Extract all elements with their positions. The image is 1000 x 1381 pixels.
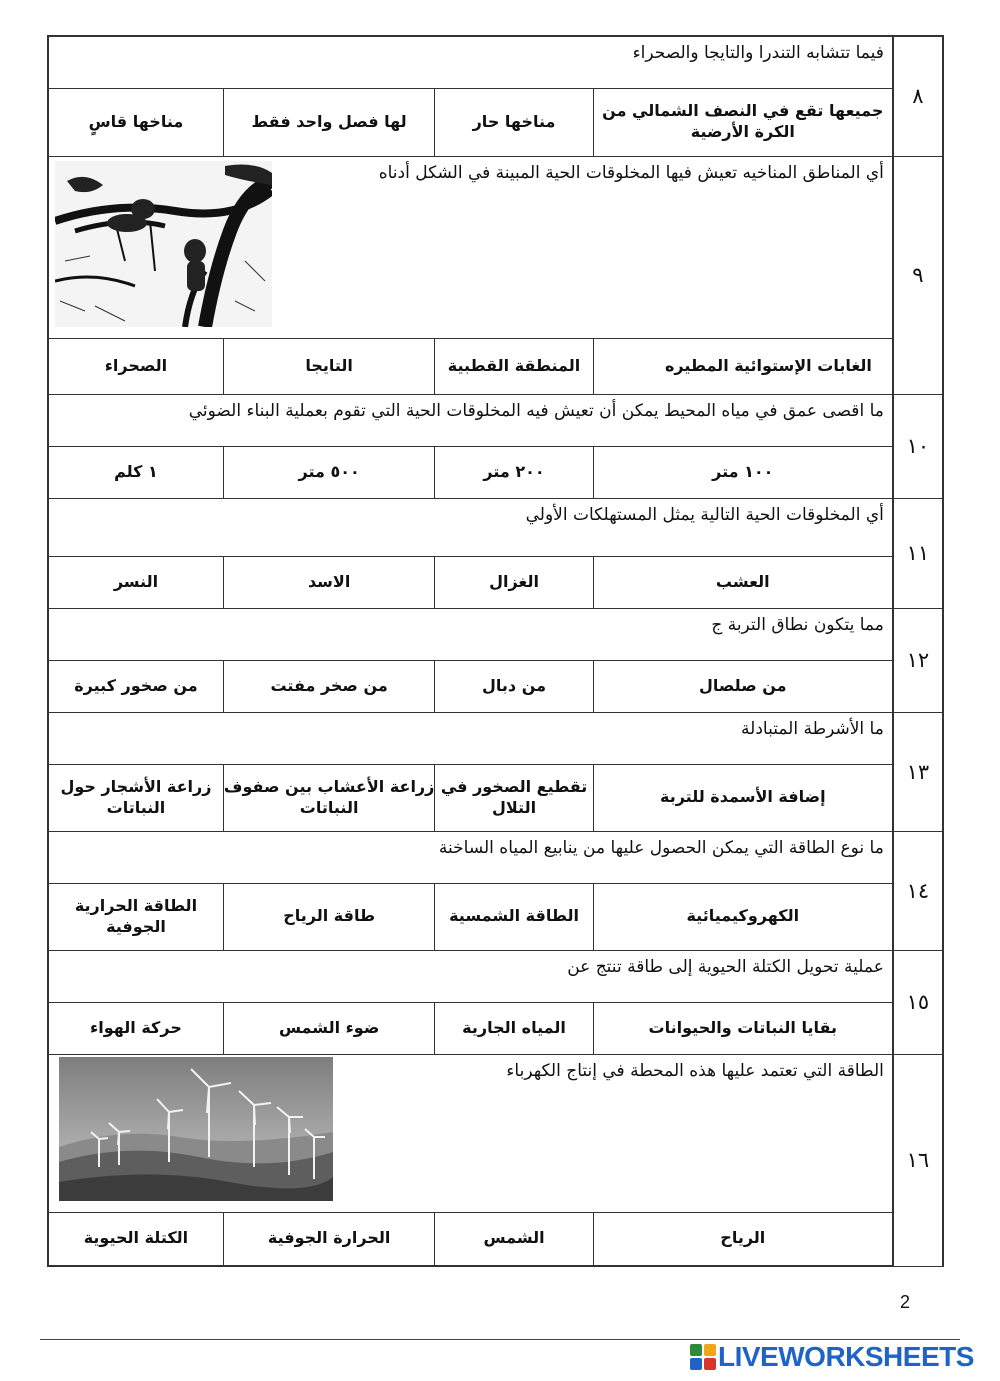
- option-d[interactable]: مناخها قاسٍ: [48, 88, 223, 156]
- question-text: الطاقة التي تعتمد عليها هذه المحطة في إنتاج الكهرباء: [506, 1060, 884, 1081]
- options-row: [48, 883, 943, 950]
- monkeys-in-tree-image: [55, 161, 272, 332]
- question-number: ١٥: [893, 950, 943, 1054]
- brand-logo: [690, 1341, 974, 1372]
- option-b[interactable]: ٢٠٠ متر: [435, 446, 593, 498]
- option-c[interactable]: لها فصل واحد فقط: [223, 88, 434, 156]
- option-a[interactable]: بقايا النباتات والحيوانات: [593, 1002, 893, 1054]
- question-text: أي المخلوقات الحية التالية يمثل المستهلكات الأولي: [48, 498, 893, 556]
- question-text: فيما تتشابه التندرا والتايجا والصحراء: [48, 36, 893, 88]
- options-row: [48, 764, 943, 831]
- question-number: ١٦: [893, 1054, 943, 1266]
- option-c[interactable]: طاقة الرياح: [223, 883, 434, 950]
- options-row: [48, 660, 943, 712]
- question-text: ما نوع الطاقة التي يمكن الحصول عليها من ينابيع المياه الساخنة: [48, 831, 893, 883]
- question-number: ٩: [893, 156, 943, 394]
- option-b[interactable]: المياه الجارية: [435, 1002, 593, 1054]
- question-row: [48, 156, 943, 338]
- option-a[interactable]: ١٠٠ متر: [593, 446, 893, 498]
- question-number: ١١: [893, 498, 943, 608]
- option-d[interactable]: زراعة الأشجار حول النباتات: [48, 764, 223, 831]
- option-d[interactable]: ١ كلم: [48, 446, 223, 498]
- option-d[interactable]: من صخور كبيرة: [48, 660, 223, 712]
- question-row: [48, 498, 943, 556]
- question-row: [48, 608, 943, 660]
- option-c[interactable]: ٥٠٠ متر: [223, 446, 434, 498]
- question-number: ١٠: [893, 394, 943, 498]
- options-row: [48, 1212, 943, 1266]
- question-number: ١٢: [893, 608, 943, 712]
- option-c[interactable]: ضوء الشمس: [223, 1002, 434, 1054]
- question-row: [48, 1054, 943, 1212]
- question-text: مما يتكون نطاق التربة ج: [48, 608, 893, 660]
- question-text: ما الأشرطة المتبادلة: [48, 712, 893, 764]
- option-a[interactable]: الغابات الإستوائية المطيره: [593, 338, 893, 394]
- option-b[interactable]: من دبال: [435, 660, 593, 712]
- option-a[interactable]: العشب: [593, 556, 893, 608]
- option-d[interactable]: حركة الهواء: [48, 1002, 223, 1054]
- option-b[interactable]: تقطيع الصخور في التلال: [435, 764, 593, 831]
- option-a[interactable]: من صلصال: [593, 660, 893, 712]
- option-a[interactable]: الكهروكيميائية: [593, 883, 893, 950]
- options-row: [48, 446, 943, 498]
- option-b[interactable]: الطاقة الشمسية: [435, 883, 593, 950]
- option-d[interactable]: النسر: [48, 556, 223, 608]
- question-row: [48, 394, 943, 446]
- option-d[interactable]: الكتلة الحيوية: [48, 1212, 223, 1266]
- option-c[interactable]: الحرارة الجوفية: [223, 1212, 434, 1266]
- option-c[interactable]: زراعة الأعشاب بين صفوف النباتات: [223, 764, 434, 831]
- question-cell: [48, 1054, 893, 1212]
- question-number: ١٤: [893, 831, 943, 950]
- question-row: [48, 36, 943, 88]
- question-row: [48, 712, 943, 764]
- question-number: ٨: [893, 36, 943, 156]
- question-cell: [48, 156, 893, 338]
- option-c[interactable]: التايجا: [223, 338, 434, 394]
- question-text: أي المناطق المناخيه تعيش فيها المخلوقات الحية المبينة في الشكل أدناه: [378, 162, 884, 183]
- liveworksheets-logo-icon: [690, 1344, 718, 1370]
- question-text: عملية تحويل الكتلة الحيوية إلى طاقة تنتج عن: [48, 950, 893, 1002]
- option-a[interactable]: الرياح: [593, 1212, 893, 1266]
- option-d[interactable]: الصحراء: [48, 338, 223, 394]
- option-b[interactable]: الغزال: [435, 556, 593, 608]
- option-b[interactable]: المنطقة القطبية: [435, 338, 593, 394]
- question-table: [47, 35, 944, 1267]
- option-c[interactable]: من صخر مفتت: [223, 660, 434, 712]
- footer-divider: [40, 1339, 960, 1340]
- options-row: [48, 1002, 943, 1054]
- option-a[interactable]: إضافة الأسمدة للتربة: [593, 764, 893, 831]
- option-d[interactable]: الطاقة الحرارية الجوفية: [48, 883, 223, 950]
- option-c[interactable]: الاسد: [223, 556, 434, 608]
- option-a[interactable]: جميعها تقع في النصف الشمالي من الكرة الأرضية: [593, 88, 893, 156]
- page-number: 2: [900, 1292, 911, 1312]
- wind-turbines-image: [59, 1057, 333, 1206]
- options-row: [48, 88, 943, 156]
- brand-name: LIVEWORKSHEETS: [718, 1341, 974, 1372]
- option-b[interactable]: مناخها حار: [435, 88, 593, 156]
- question-number: ١٣: [893, 712, 943, 831]
- options-row: [48, 338, 943, 394]
- options-row: [48, 556, 943, 608]
- option-b[interactable]: الشمس: [435, 1212, 593, 1266]
- question-text: ما اقصى عمق في مياه المحيط يمكن أن تعيش فيه المخلوقات الحية التي تقوم بعملية البناء الضوئي: [48, 394, 893, 446]
- question-row: [48, 950, 943, 1002]
- question-row: [48, 831, 943, 883]
